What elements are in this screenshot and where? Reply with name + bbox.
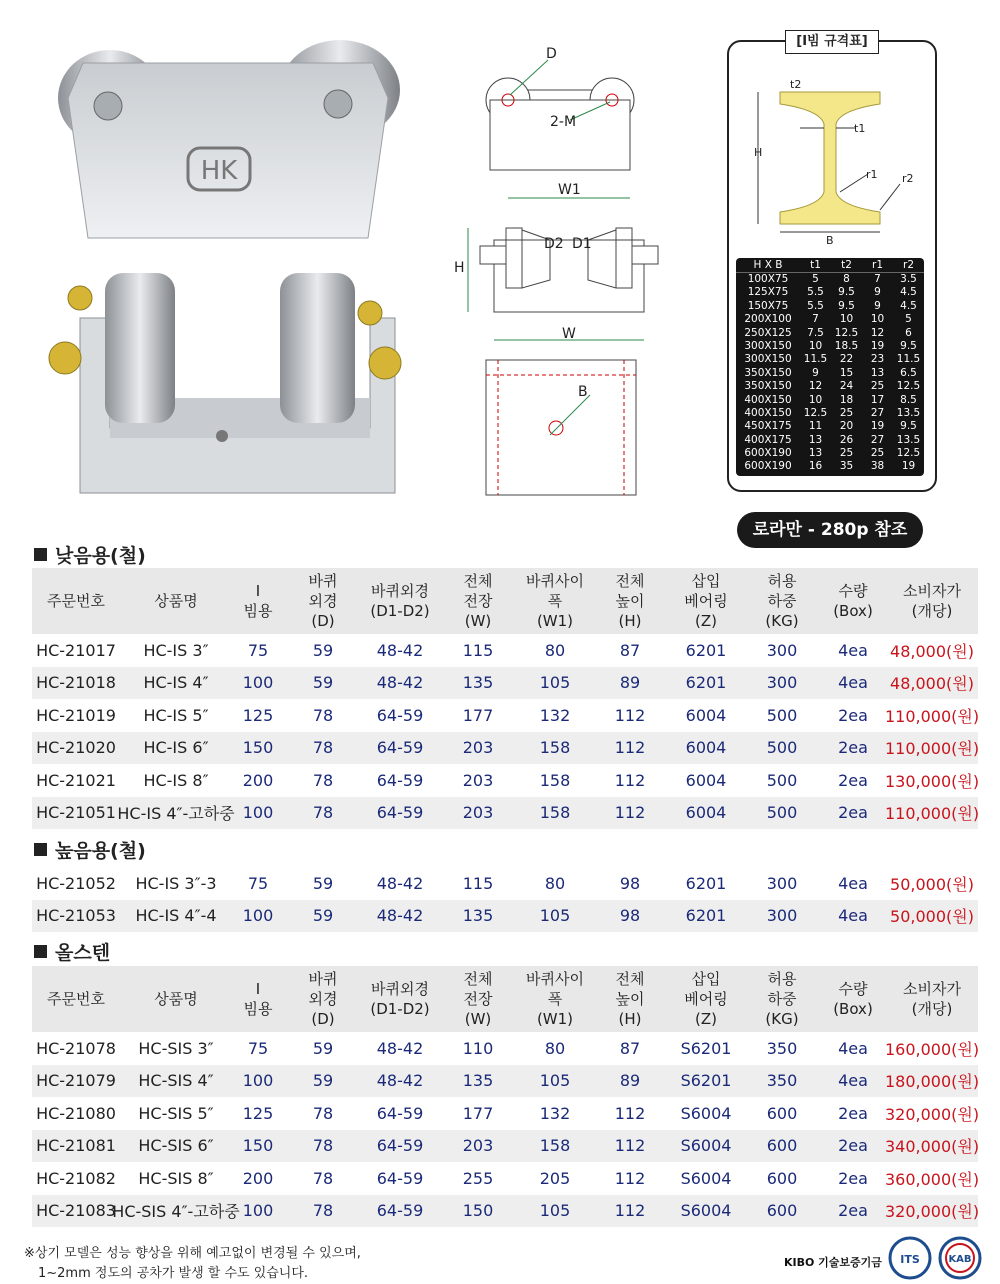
table-row (32, 1065, 978, 1098)
cell-ib: 100 (242, 1201, 274, 1221)
header-d: 바퀴 외경 (D) (308, 572, 338, 630)
cell-z: 6201 (685, 906, 727, 926)
diagram-label-d1: D1 (572, 236, 592, 252)
cell-price: 48,000(원) (890, 641, 974, 661)
cell-w: 255 (462, 1168, 494, 1188)
cell-z: 6201 (685, 873, 727, 893)
table-row (32, 900, 978, 933)
table-row (32, 667, 978, 700)
cell-w: 115 (462, 873, 494, 893)
cell-w: 177 (462, 1103, 494, 1123)
cell-h: 87 (619, 640, 641, 660)
cell-name: HC-SIS 5″ (138, 1103, 214, 1123)
cell-id: HC-21021 (36, 770, 116, 790)
table-row (32, 1162, 978, 1195)
cell-ib: 75 (247, 873, 269, 893)
cell-box: 4ea (838, 1071, 868, 1091)
table-row (32, 634, 978, 667)
cell-ib: 150 (242, 1136, 274, 1156)
cell-dd: 48-42 (376, 1071, 424, 1091)
cell-z: S6201 (680, 1038, 732, 1058)
cell-box: 4ea (838, 1038, 868, 1058)
table-header-2 (32, 966, 978, 1032)
cell-h: 112 (614, 1168, 646, 1188)
cell-h: 98 (619, 873, 641, 893)
cell-dd: 64-59 (376, 1201, 424, 1221)
ibeam-spec-row: 200X100 7 10 10 5 (744, 313, 912, 326)
header-price: 소비자가 (개당) (903, 582, 961, 620)
cell-ib: 150 (242, 738, 274, 758)
cell-price: 130,000(원) (884, 771, 980, 791)
header-id: 주문번호 (47, 592, 105, 610)
cell-z: 6004 (685, 770, 727, 790)
cell-d: 78 (312, 738, 334, 758)
cell-price: 340,000(원) (884, 1137, 980, 1157)
diagram-label-w1: W1 (558, 182, 581, 198)
ibeam-spec-row: 400X150 12.5 25 27 13.5 (744, 406, 921, 419)
cell-w1: 132 (539, 1103, 571, 1123)
cell-box: 2ea (838, 1168, 868, 1188)
cell-d: 59 (312, 1038, 334, 1058)
cell-price: 160,000(원) (884, 1039, 980, 1059)
header-dd: 바퀴외경 (D1-D2) (370, 980, 430, 1018)
ibeam-spec-row: 350X150 9 15 13 6.5 (744, 366, 917, 379)
cell-ib: 75 (247, 1038, 269, 1058)
cell-w: 203 (462, 770, 494, 790)
cell-box: 2ea (838, 803, 868, 823)
cell-box: 2ea (838, 770, 868, 790)
cell-kg: 600 (766, 1103, 798, 1123)
ibeam-spec-row: 300X150 10 18.5 19 9.5 (744, 339, 917, 352)
header-ib: I 빔용 (243, 582, 273, 620)
ibeam-spec-row: 400X175 13 26 27 13.5 (744, 433, 921, 446)
cell-name: HC-IS 4″ (143, 673, 209, 693)
ibeam-spec-row: 600X190 16 35 38 19 (744, 460, 916, 473)
cell-box: 2ea (838, 1136, 868, 1156)
diagram-label-b: B (578, 384, 588, 400)
cell-h: 112 (614, 1201, 646, 1221)
ibeam-spec-row: 300X150 11.5 22 23 11.5 (744, 353, 921, 366)
cell-z: 6004 (685, 803, 727, 823)
cell-dd: 64-59 (376, 770, 424, 790)
cell-z: S6004 (680, 1201, 732, 1221)
cell-price: 110,000(원) (884, 739, 980, 759)
header-z: 삽입 베어링 (Z) (684, 970, 728, 1028)
cell-d: 78 (312, 1103, 334, 1123)
cell-h: 89 (619, 673, 641, 693)
cell-w: 135 (462, 1071, 494, 1091)
cell-z: 6201 (685, 640, 727, 660)
ibeam-spec-row: 400X150 10 18 17 8.5 (744, 393, 917, 406)
cell-dd: 64-59 (376, 1103, 424, 1123)
table-row (32, 797, 978, 830)
cell-w1: 132 (539, 705, 571, 725)
header-price: 소비자가 (개당) (903, 980, 961, 1018)
cell-dd: 48-42 (376, 873, 424, 893)
cell-w1: 158 (539, 803, 571, 823)
table-row (32, 1195, 978, 1228)
cell-d: 59 (312, 1071, 334, 1091)
cell-price: 110,000(원) (884, 804, 980, 824)
ibeam-spec-row: 125X75 5.5 9.5 9 4.5 (747, 286, 917, 299)
cell-w1: 105 (539, 673, 571, 693)
cell-dd: 64-59 (376, 705, 424, 725)
cell-w1: 105 (539, 1071, 571, 1091)
cell-name: HC-SIS 6″ (138, 1136, 214, 1156)
header-w1: 바퀴사이 폭 (W1) (526, 970, 584, 1028)
cell-h: 112 (614, 1136, 646, 1156)
cell-price: 360,000(원) (884, 1169, 980, 1189)
cell-name: HC-SIS 4″-고하중 (112, 1202, 240, 1222)
cell-price: 48,000(원) (890, 674, 974, 694)
cell-ib: 125 (242, 1103, 274, 1123)
table-row (32, 764, 978, 797)
cell-name: HC-SIS 4″ (138, 1071, 214, 1091)
cell-id: HC-21079 (36, 1071, 116, 1091)
header-w: 전체 전장 (W) (463, 970, 493, 1028)
cell-z: S6004 (680, 1136, 732, 1156)
svg-text:KAB: KAB (948, 1254, 972, 1265)
header-kg: 허용 하중 (KG) (765, 970, 799, 1028)
diagram-label-h: H (454, 260, 465, 276)
header-box: 수량 (Box) (833, 980, 873, 1018)
ibeam-drawing (740, 74, 925, 249)
ibeam-label-r2: r2 (902, 172, 914, 185)
table-row (32, 1130, 978, 1163)
cell-w1: 158 (539, 1136, 571, 1156)
cell-id: HC-21020 (36, 738, 116, 758)
cell-d: 78 (312, 803, 334, 823)
cell-ib: 100 (242, 1071, 274, 1091)
kab-logo (938, 1236, 982, 1280)
cell-ib: 200 (242, 770, 274, 790)
header-ib: I 빔용 (243, 980, 273, 1018)
ibeam-spec-table (736, 258, 924, 476)
cell-z: S6201 (680, 1071, 732, 1091)
cell-name: HC-IS 4″-4 (135, 906, 217, 926)
cell-name: HC-IS 6″ (143, 738, 209, 758)
header-box: 수량 (Box) (833, 582, 873, 620)
cell-dd: 48-42 (376, 673, 424, 693)
ibeam-spec-row: 250X125 7.5 12.5 12 6 (744, 326, 912, 339)
cell-kg: 500 (766, 705, 798, 725)
cell-kg: 300 (766, 906, 798, 926)
reference-pill: 로라만 - 280p 참조 (737, 512, 923, 548)
cell-ib: 125 (242, 705, 274, 725)
cell-dd: 64-59 (376, 738, 424, 758)
cell-id: HC-21081 (36, 1136, 116, 1156)
cell-price: 180,000(원) (884, 1072, 980, 1092)
cell-dd: 64-59 (376, 1168, 424, 1188)
note-line-1: ※상기 모델은 성능 향상을 위해 예고없이 변경될 수 있으며, (24, 1246, 361, 1261)
cell-id: HC-21078 (36, 1038, 116, 1058)
its-logo (888, 1236, 932, 1280)
ibeam-label-h: H (754, 146, 763, 159)
cell-w1: 80 (544, 873, 566, 893)
cell-kg: 350 (766, 1038, 798, 1058)
header-z: 삽입 베어링 (Z) (684, 572, 728, 630)
cell-dd: 64-59 (376, 1136, 424, 1156)
cell-d: 78 (312, 1201, 334, 1221)
cell-w: 177 (462, 705, 494, 725)
cell-name: HC-IS 3″ (143, 640, 209, 660)
header-id: 주문번호 (47, 990, 105, 1008)
cell-kg: 350 (766, 1071, 798, 1091)
table-row (32, 867, 978, 900)
cell-d: 78 (312, 1136, 334, 1156)
cell-z: 6201 (685, 673, 727, 693)
cell-d: 59 (312, 906, 334, 926)
cell-name: HC-IS 8″ (143, 770, 209, 790)
cell-w1: 105 (539, 906, 571, 926)
note-line-2: 1~2mm 정도의 공차가 발생 할 수도 있습니다. (38, 1266, 309, 1281)
cell-box: 4ea (838, 906, 868, 926)
ibeam-spec-header: H X B t1 t2 r1 r2 (736, 258, 924, 273)
table-row (32, 732, 978, 765)
cell-h: 87 (619, 1038, 641, 1058)
cell-id: HC-21018 (36, 673, 116, 693)
cell-w: 203 (462, 1136, 494, 1156)
diagram-label-w: W (562, 326, 576, 342)
section-title-all-stainless: 올스텐 (34, 938, 110, 965)
cell-h: 112 (614, 705, 646, 725)
cell-id: HC-21051 (36, 803, 116, 823)
cell-h: 112 (614, 803, 646, 823)
cell-ib: 75 (247, 640, 269, 660)
cell-kg: 600 (766, 1168, 798, 1188)
svg-text:ITS: ITS (900, 1253, 920, 1266)
product-photo-bottom (40, 258, 420, 498)
cell-id: HC-21053 (36, 906, 116, 926)
cell-box: 4ea (838, 640, 868, 660)
cell-box: 4ea (838, 673, 868, 693)
cell-d: 59 (312, 873, 334, 893)
cell-w: 110 (462, 1038, 494, 1058)
cell-w: 150 (462, 1201, 494, 1221)
cell-d: 78 (312, 1168, 334, 1188)
ibeam-label-r1: r1 (866, 168, 878, 181)
cell-dd: 48-42 (376, 1038, 424, 1058)
diagram-label-m: 2-M (550, 114, 577, 130)
cell-kg: 600 (766, 1136, 798, 1156)
cell-w1: 158 (539, 738, 571, 758)
table-header-1 (32, 568, 978, 634)
ibeam-label-t1: t1 (854, 122, 866, 135)
cell-dd: 48-42 (376, 640, 424, 660)
section-title-high-steel: 높음용(철) (34, 836, 146, 863)
cell-id: HC-21017 (36, 640, 116, 660)
cell-price: 50,000(원) (890, 874, 974, 894)
cell-price: 110,000(원) (884, 706, 980, 726)
header-name: 상품명 (154, 592, 198, 610)
diagram-label-d2: D2 (544, 236, 564, 252)
header-dd: 바퀴외경 (D1-D2) (370, 582, 430, 620)
ibeam-spec-row: 100X75 5 8 7 3.5 (747, 273, 917, 285)
cell-price: 320,000(원) (884, 1202, 980, 1222)
cell-box: 2ea (838, 738, 868, 758)
cell-w1: 105 (539, 1201, 571, 1221)
header-w1: 바퀴사이 폭 (W1) (526, 572, 584, 630)
cell-id: HC-21052 (36, 873, 116, 893)
cell-id: HC-21019 (36, 705, 116, 725)
cell-ib: 200 (242, 1168, 274, 1188)
cell-d: 59 (312, 673, 334, 693)
cell-name: HC-IS 3″-3 (135, 873, 217, 893)
table-row (32, 1097, 978, 1130)
cell-w: 203 (462, 738, 494, 758)
section-title-low-steel: 낮음용(철) (34, 541, 146, 568)
ibeam-spec-row: 600X190 13 25 25 12.5 (744, 447, 921, 460)
table-row (32, 699, 978, 732)
cell-price: 50,000(원) (890, 907, 974, 927)
cell-h: 98 (619, 906, 641, 926)
cell-z: 6004 (685, 705, 727, 725)
cell-w1: 80 (544, 1038, 566, 1058)
cell-box: 4ea (838, 873, 868, 893)
hk-logo-text: HK (200, 156, 238, 186)
cell-d: 78 (312, 770, 334, 790)
cell-ib: 100 (242, 906, 274, 926)
ibeam-label-b: B (826, 234, 834, 247)
cell-name: HC-SIS 3″ (138, 1038, 214, 1058)
cell-z: 6004 (685, 738, 727, 758)
cell-h: 112 (614, 1103, 646, 1123)
cell-z: S6004 (680, 1103, 732, 1123)
cell-h: 112 (614, 770, 646, 790)
header-d: 바퀴 외경 (D) (308, 970, 338, 1028)
cell-w1: 80 (544, 640, 566, 660)
cell-box: 2ea (838, 705, 868, 725)
ibeam-spec-row: 350X150 12 24 25 12.5 (744, 380, 921, 393)
header-kg: 허용 하중 (KG) (765, 572, 799, 630)
cell-kg: 500 (766, 803, 798, 823)
kibo-logo: KIBO 기술보증기금 (784, 1256, 882, 1269)
header-h: 전체 높이 (H) (615, 572, 645, 630)
cell-box: 2ea (838, 1201, 868, 1221)
cell-w: 203 (462, 803, 494, 823)
cell-kg: 500 (766, 738, 798, 758)
cell-d: 59 (312, 640, 334, 660)
ibeam-spec-row: 150X75 5.5 9.5 9 4.5 (747, 299, 917, 312)
cell-z: S6004 (680, 1168, 732, 1188)
cell-kg: 500 (766, 770, 798, 790)
ibeam-label-t2: t2 (790, 78, 802, 91)
cell-w: 115 (462, 640, 494, 660)
header-name: 상품명 (154, 990, 198, 1008)
cell-id: HC-21082 (36, 1168, 116, 1188)
ibeam-spec-row: 450X175 11 20 19 9.5 (744, 420, 917, 433)
cell-d: 78 (312, 705, 334, 725)
header-w: 전체 전장 (W) (463, 572, 493, 630)
cell-h: 89 (619, 1071, 641, 1091)
ibeam-spec-title: [I빔 규격표] (785, 30, 879, 54)
cell-kg: 600 (766, 1201, 798, 1221)
technical-diagram (450, 40, 680, 500)
cell-ib: 100 (242, 673, 274, 693)
cell-box: 2ea (838, 1103, 868, 1123)
cell-w: 135 (462, 906, 494, 926)
cell-w1: 205 (539, 1168, 571, 1188)
diagram-label-d: D (546, 46, 557, 62)
cell-w1: 158 (539, 770, 571, 790)
cell-price: 320,000(원) (884, 1104, 980, 1124)
cell-name: HC-IS 4″-고하중 (117, 804, 235, 824)
cell-w: 135 (462, 673, 494, 693)
header-h: 전체 높이 (H) (615, 970, 645, 1028)
cell-kg: 300 (766, 640, 798, 660)
cell-ib: 100 (242, 803, 274, 823)
cell-name: HC-SIS 8″ (138, 1168, 214, 1188)
cell-name: HC-IS 5″ (143, 705, 209, 725)
cell-h: 112 (614, 738, 646, 758)
cell-dd: 64-59 (376, 803, 424, 823)
cell-id: HC-21083 (36, 1201, 116, 1221)
product-photo-top (48, 38, 408, 248)
cell-kg: 300 (766, 673, 798, 693)
table-row (32, 1032, 978, 1065)
cell-kg: 300 (766, 873, 798, 893)
cell-dd: 48-42 (376, 906, 424, 926)
cell-id: HC-21080 (36, 1103, 116, 1123)
